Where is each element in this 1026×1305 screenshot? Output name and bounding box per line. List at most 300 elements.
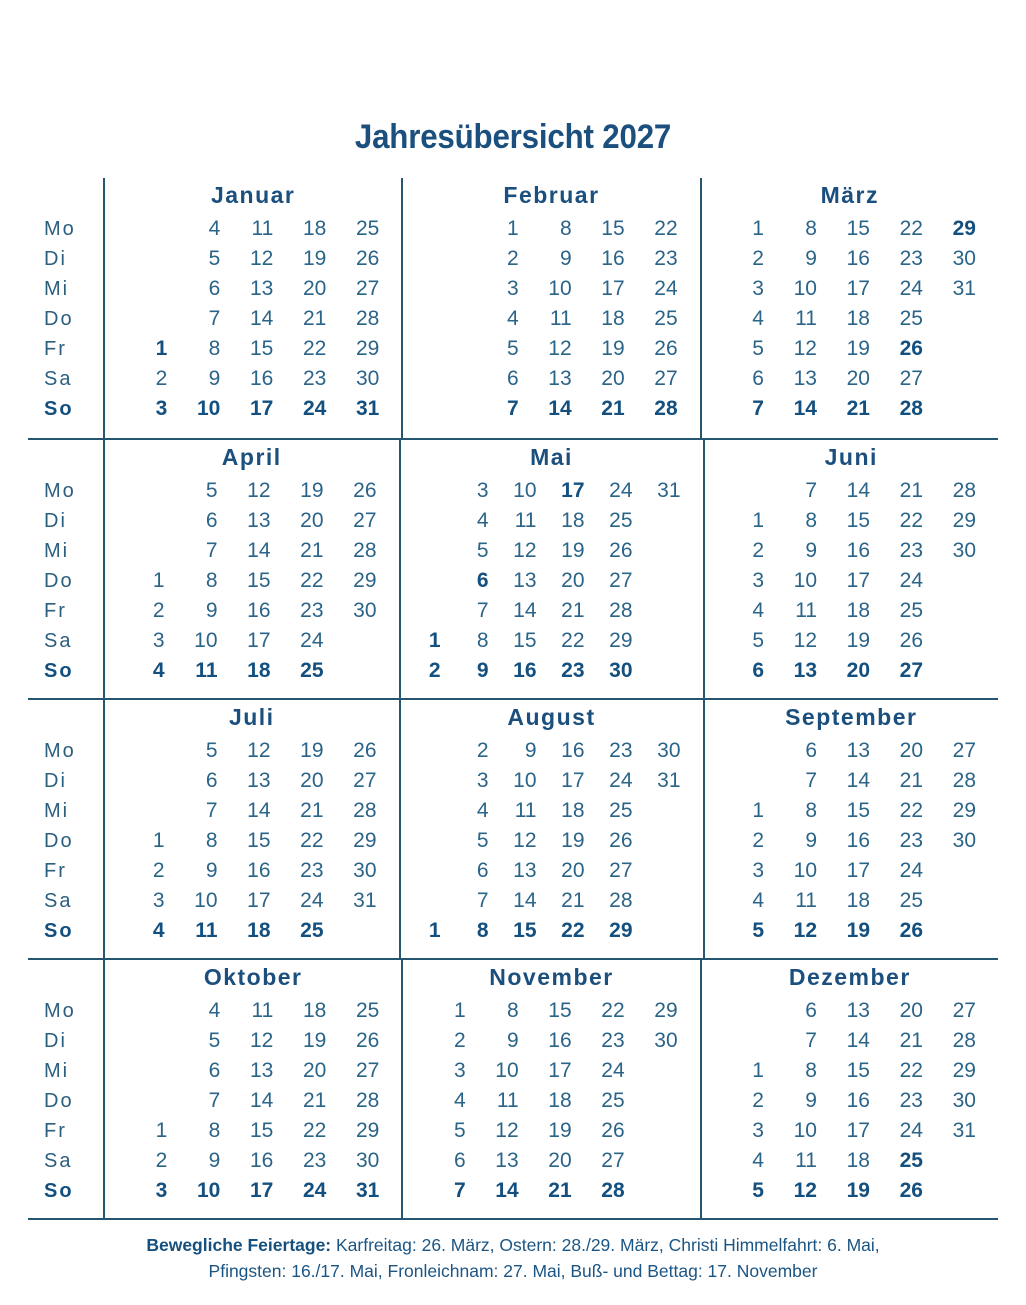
day-cell[interactable]: 22 [561, 629, 585, 652]
day-cell[interactable]: 12 [249, 1029, 274, 1052]
day-cell[interactable]: 16 [249, 367, 274, 390]
day-cell[interactable]: 24 [601, 1059, 625, 1082]
day-cell[interactable]: 21 [899, 479, 923, 502]
day-cell[interactable]: 26 [601, 1119, 625, 1142]
day-cell[interactable]: 4 [152, 659, 165, 682]
day-cell[interactable]: 21 [302, 1089, 327, 1112]
day-cell[interactable]: 21 [300, 539, 324, 562]
day-cell[interactable]: 16 [249, 1149, 274, 1172]
day-cell[interactable]: 8 [805, 217, 817, 240]
day-cell[interactable]: 24 [302, 1179, 327, 1202]
day-cell[interactable]: 10 [793, 1119, 817, 1142]
day-cell[interactable]: 20 [899, 999, 923, 1022]
day-cell[interactable]: 28 [952, 769, 976, 792]
day-cell[interactable]: 26 [355, 1029, 380, 1052]
day-cell[interactable]: 8 [559, 217, 572, 240]
day-cell[interactable]: 1 [453, 999, 466, 1022]
day-cell[interactable]: 25 [899, 889, 923, 912]
day-cell[interactable]: 4 [476, 799, 489, 822]
day-cell[interactable]: 23 [302, 367, 327, 390]
day-cell[interactable]: 23 [300, 859, 324, 882]
day-cell[interactable]: 12 [513, 539, 537, 562]
day-cell[interactable]: 7 [752, 397, 764, 420]
day-cell[interactable]: 6 [805, 999, 817, 1022]
day-cell[interactable]: 2 [752, 829, 764, 852]
day-cell[interactable]: 28 [353, 799, 377, 822]
day-cell[interactable]: 8 [805, 1059, 817, 1082]
day-cell[interactable]: 5 [476, 539, 489, 562]
day-cell[interactable]: 9 [205, 859, 218, 882]
day-cell[interactable]: 26 [899, 629, 923, 652]
day-cell[interactable]: 19 [846, 1179, 870, 1202]
day-cell[interactable]: 8 [476, 629, 489, 652]
day-cell[interactable]: 15 [513, 629, 537, 652]
day-cell[interactable]: 10 [196, 1179, 221, 1202]
day-cell[interactable]: 27 [353, 769, 377, 792]
day-cell[interactable]: 11 [514, 799, 537, 822]
day-cell[interactable]: 7 [476, 889, 489, 912]
day-cell[interactable]: 17 [548, 1059, 572, 1082]
day-cell[interactable]: 3 [752, 277, 764, 300]
day-cell[interactable]: 17 [846, 277, 870, 300]
day-cell[interactable]: 22 [899, 1059, 923, 1082]
day-cell[interactable]: 1 [152, 569, 165, 592]
day-cell[interactable]: 26 [609, 829, 633, 852]
day-cell[interactable]: 11 [251, 217, 274, 240]
day-cell[interactable]: 10 [793, 569, 817, 592]
day-cell[interactable]: 22 [302, 1119, 327, 1142]
day-cell[interactable]: 6 [752, 367, 764, 390]
day-cell[interactable]: 22 [899, 217, 923, 240]
day-cell[interactable]: 3 [155, 397, 168, 420]
day-cell[interactable]: 8 [476, 919, 489, 942]
day-cell[interactable]: 10 [513, 769, 537, 792]
day-cell[interactable]: 5 [506, 337, 519, 360]
day-cell[interactable]: 4 [506, 307, 519, 330]
day-cell[interactable]: 4 [752, 599, 764, 622]
day-cell[interactable]: 25 [300, 659, 324, 682]
day-cell[interactable]: 1 [155, 1119, 168, 1142]
day-cell[interactable]: 19 [302, 1029, 327, 1052]
day-cell[interactable]: 27 [609, 859, 633, 882]
day-cell[interactable]: 26 [899, 1179, 923, 1202]
day-cell[interactable]: 15 [548, 999, 572, 1022]
day-cell[interactable]: 7 [453, 1179, 466, 1202]
day-cell[interactable]: 16 [846, 1089, 870, 1112]
day-cell[interactable]: 23 [899, 247, 923, 270]
day-cell[interactable]: 10 [793, 859, 817, 882]
day-cell[interactable]: 2 [752, 1089, 764, 1112]
day-cell[interactable]: 23 [899, 539, 923, 562]
day-cell[interactable]: 11 [195, 919, 218, 942]
day-cell[interactable]: 5 [476, 829, 489, 852]
day-cell[interactable]: 31 [355, 397, 380, 420]
day-cell[interactable]: 3 [506, 277, 519, 300]
day-cell[interactable]: 21 [601, 397, 625, 420]
day-cell[interactable]: 19 [548, 1119, 572, 1142]
day-cell[interactable]: 10 [194, 629, 218, 652]
day-cell[interactable]: 23 [899, 1089, 923, 1112]
day-cell[interactable]: 14 [846, 769, 870, 792]
day-cell[interactable]: 12 [793, 919, 817, 942]
day-cell[interactable]: 21 [300, 799, 324, 822]
day-cell[interactable]: 5 [752, 629, 764, 652]
day-cell[interactable]: 26 [353, 739, 377, 762]
day-cell[interactable]: 10 [194, 889, 218, 912]
day-cell[interactable]: 29 [654, 999, 678, 1022]
day-cell[interactable]: 20 [300, 509, 324, 532]
day-cell[interactable]: 6 [476, 859, 489, 882]
day-cell[interactable]: 25 [899, 599, 923, 622]
day-cell[interactable]: 13 [793, 367, 817, 390]
day-cell[interactable]: 25 [609, 509, 633, 532]
day-cell[interactable]: 25 [355, 999, 380, 1022]
day-cell[interactable]: 18 [561, 799, 585, 822]
day-cell[interactable]: 14 [249, 1089, 274, 1112]
day-cell[interactable]: 11 [795, 889, 817, 912]
day-cell[interactable]: 16 [561, 739, 585, 762]
day-cell[interactable]: 9 [205, 599, 218, 622]
day-cell[interactable]: 13 [846, 999, 870, 1022]
day-cell[interactable]: 18 [302, 217, 327, 240]
day-cell[interactable]: 20 [561, 859, 585, 882]
day-cell[interactable]: 16 [846, 247, 870, 270]
day-cell[interactable]: 17 [247, 889, 271, 912]
day-cell[interactable]: 21 [548, 1179, 572, 1202]
day-cell[interactable]: 1 [428, 629, 441, 652]
day-cell[interactable]: 7 [208, 307, 221, 330]
day-cell[interactable]: 8 [805, 509, 817, 532]
day-cell[interactable]: 22 [300, 829, 324, 852]
day-cell[interactable]: 16 [846, 539, 870, 562]
day-cell[interactable]: 8 [506, 999, 519, 1022]
day-cell[interactable]: 12 [793, 1179, 817, 1202]
day-cell[interactable]: 15 [247, 829, 271, 852]
day-cell[interactable]: 29 [355, 1119, 380, 1142]
day-cell[interactable]: 20 [846, 659, 870, 682]
day-cell[interactable]: 30 [952, 539, 976, 562]
day-cell[interactable]: 18 [548, 1089, 572, 1112]
day-cell[interactable]: 3 [752, 569, 764, 592]
day-cell[interactable]: 4 [453, 1089, 466, 1112]
day-cell[interactable]: 4 [208, 999, 221, 1022]
day-cell[interactable]: 11 [549, 307, 572, 330]
day-cell[interactable]: 22 [601, 999, 625, 1022]
day-cell[interactable]: 30 [353, 599, 377, 622]
day-cell[interactable]: 5 [752, 1179, 764, 1202]
day-cell[interactable]: 21 [302, 307, 327, 330]
day-cell[interactable]: 25 [300, 919, 324, 942]
day-cell[interactable]: 24 [609, 479, 633, 502]
day-cell[interactable]: 20 [302, 1059, 327, 1082]
day-cell[interactable]: 16 [513, 659, 537, 682]
day-cell[interactable]: 1 [752, 1059, 764, 1082]
day-cell[interactable]: 30 [654, 1029, 678, 1052]
day-cell[interactable]: 18 [601, 307, 625, 330]
day-cell[interactable]: 28 [355, 307, 380, 330]
day-cell[interactable]: 25 [654, 307, 678, 330]
day-cell[interactable]: 14 [548, 397, 572, 420]
day-cell[interactable]: 27 [654, 367, 678, 390]
day-cell[interactable]: 18 [561, 509, 585, 532]
day-cell[interactable]: 26 [899, 919, 923, 942]
day-cell[interactable]: 30 [952, 1089, 976, 1112]
day-cell[interactable]: 14 [513, 599, 537, 622]
day-cell[interactable]: 4 [752, 1149, 764, 1172]
day-cell[interactable]: 28 [601, 1179, 625, 1202]
day-cell[interactable]: 11 [795, 307, 817, 330]
day-cell[interactable]: 23 [609, 739, 633, 762]
day-cell[interactable]: 25 [899, 307, 923, 330]
day-cell[interactable]: 8 [205, 569, 218, 592]
day-cell[interactable]: 9 [805, 829, 817, 852]
day-cell[interactable]: 4 [476, 509, 489, 532]
day-cell[interactable]: 31 [657, 479, 681, 502]
day-cell[interactable]: 18 [846, 599, 870, 622]
day-cell[interactable]: 23 [899, 829, 923, 852]
day-cell[interactable]: 2 [428, 659, 441, 682]
day-cell[interactable]: 23 [654, 247, 678, 270]
day-cell[interactable]: 20 [302, 277, 327, 300]
day-cell[interactable]: 3 [152, 629, 165, 652]
day-cell[interactable]: 4 [152, 919, 165, 942]
day-cell[interactable]: 13 [495, 1149, 519, 1172]
day-cell[interactable]: 30 [657, 739, 681, 762]
day-cell[interactable]: 31 [657, 769, 681, 792]
day-cell[interactable]: 30 [952, 829, 976, 852]
day-cell[interactable]: 2 [752, 539, 764, 562]
day-cell[interactable]: 31 [353, 889, 377, 912]
day-cell[interactable]: 25 [601, 1089, 625, 1112]
day-cell[interactable]: 7 [805, 1029, 817, 1052]
day-cell[interactable]: 29 [353, 829, 377, 852]
day-cell[interactable]: 31 [952, 1119, 976, 1142]
day-cell[interactable]: 3 [476, 479, 489, 502]
day-cell[interactable]: 20 [899, 739, 923, 762]
day-cell[interactable]: 20 [846, 367, 870, 390]
day-cell[interactable]: 25 [355, 217, 380, 240]
day-cell[interactable]: 17 [249, 1179, 274, 1202]
day-cell[interactable]: 4 [752, 889, 764, 912]
day-cell[interactable]: 16 [548, 1029, 572, 1052]
day-cell[interactable]: 22 [561, 919, 585, 942]
day-cell[interactable]: 8 [205, 829, 218, 852]
day-cell[interactable]: 3 [752, 1119, 764, 1142]
day-cell[interactable]: 27 [601, 1149, 625, 1172]
day-cell[interactable]: 12 [548, 337, 572, 360]
day-cell[interactable]: 1 [752, 217, 764, 240]
day-cell[interactable]: 23 [300, 599, 324, 622]
day-cell[interactable]: 17 [561, 769, 585, 792]
day-cell[interactable]: 2 [155, 1149, 168, 1172]
day-cell[interactable]: 17 [846, 569, 870, 592]
day-cell[interactable]: 14 [793, 397, 817, 420]
day-cell[interactable]: 15 [846, 509, 870, 532]
day-cell[interactable]: 23 [302, 1149, 327, 1172]
day-cell[interactable]: 13 [846, 739, 870, 762]
day-cell[interactable]: 27 [609, 569, 633, 592]
day-cell[interactable]: 21 [899, 769, 923, 792]
day-cell[interactable]: 13 [513, 859, 537, 882]
day-cell[interactable]: 18 [846, 307, 870, 330]
day-cell[interactable]: 6 [205, 769, 218, 792]
day-cell[interactable]: 29 [609, 919, 633, 942]
day-cell[interactable]: 27 [353, 509, 377, 532]
day-cell[interactable]: 11 [795, 1149, 817, 1172]
day-cell[interactable]: 28 [355, 1089, 380, 1112]
day-cell[interactable]: 18 [247, 919, 271, 942]
day-cell[interactable]: 9 [805, 1089, 817, 1112]
day-cell[interactable]: 15 [601, 217, 625, 240]
day-cell[interactable]: 18 [247, 659, 271, 682]
day-cell[interactable]: 26 [654, 337, 678, 360]
day-cell[interactable]: 2 [506, 247, 519, 270]
day-cell[interactable]: 2 [476, 739, 489, 762]
day-cell[interactable]: 17 [846, 859, 870, 882]
day-cell[interactable]: 29 [952, 217, 976, 240]
day-cell[interactable]: 14 [249, 307, 274, 330]
day-cell[interactable]: 4 [752, 307, 764, 330]
day-cell[interactable]: 27 [355, 1059, 380, 1082]
day-cell[interactable]: 1 [506, 217, 519, 240]
day-cell[interactable]: 24 [654, 277, 678, 300]
day-cell[interactable]: 5 [752, 919, 764, 942]
day-cell[interactable]: 30 [609, 659, 633, 682]
day-cell[interactable]: 26 [353, 479, 377, 502]
day-cell[interactable]: 7 [205, 799, 218, 822]
day-cell[interactable]: 14 [247, 799, 271, 822]
day-cell[interactable]: 24 [899, 277, 923, 300]
day-cell[interactable]: 1 [752, 509, 764, 532]
day-cell[interactable]: 16 [247, 599, 271, 622]
day-cell[interactable]: 1 [155, 337, 168, 360]
day-cell[interactable]: 25 [899, 1149, 923, 1172]
day-cell[interactable]: 13 [247, 769, 271, 792]
day-cell[interactable]: 21 [846, 397, 870, 420]
day-cell[interactable]: 7 [805, 479, 817, 502]
day-cell[interactable]: 1 [428, 919, 441, 942]
day-cell[interactable]: 31 [952, 277, 976, 300]
day-cell[interactable]: 11 [795, 599, 817, 622]
day-cell[interactable]: 7 [805, 769, 817, 792]
day-cell[interactable]: 18 [302, 999, 327, 1022]
day-cell[interactable]: 10 [495, 1059, 519, 1082]
day-cell[interactable]: 22 [654, 217, 678, 240]
day-cell[interactable]: 5 [208, 247, 221, 270]
day-cell[interactable]: 24 [899, 1119, 923, 1142]
day-cell[interactable]: 27 [952, 999, 976, 1022]
day-cell[interactable]: 6 [752, 659, 764, 682]
day-cell[interactable]: 3 [476, 769, 489, 792]
day-cell[interactable]: 19 [846, 629, 870, 652]
day-cell[interactable]: 3 [152, 889, 165, 912]
day-cell[interactable]: 16 [846, 829, 870, 852]
day-cell[interactable]: 12 [793, 337, 817, 360]
day-cell[interactable]: 21 [561, 889, 585, 912]
day-cell[interactable]: 28 [952, 479, 976, 502]
day-cell[interactable]: 12 [247, 479, 271, 502]
day-cell[interactable]: 13 [513, 569, 537, 592]
day-cell[interactable]: 30 [353, 859, 377, 882]
day-cell[interactable]: 9 [208, 1149, 221, 1172]
day-cell[interactable]: 28 [899, 397, 923, 420]
day-cell[interactable]: 13 [548, 367, 572, 390]
day-cell[interactable]: 8 [208, 1119, 221, 1142]
day-cell[interactable]: 2 [152, 859, 165, 882]
day-cell[interactable]: 17 [561, 479, 585, 502]
day-cell[interactable]: 24 [899, 569, 923, 592]
day-cell[interactable]: 2 [152, 599, 165, 622]
day-cell[interactable]: 28 [952, 1029, 976, 1052]
day-cell[interactable]: 27 [952, 739, 976, 762]
day-cell[interactable]: 14 [247, 539, 271, 562]
day-cell[interactable]: 30 [355, 367, 380, 390]
day-cell[interactable]: 19 [300, 479, 324, 502]
day-cell[interactable]: 22 [302, 337, 327, 360]
day-cell[interactable]: 8 [805, 799, 817, 822]
day-cell[interactable]: 23 [601, 1029, 625, 1052]
day-cell[interactable]: 15 [513, 919, 537, 942]
day-cell[interactable]: 17 [247, 629, 271, 652]
day-cell[interactable]: 15 [846, 217, 870, 240]
day-cell[interactable]: 28 [609, 889, 633, 912]
day-cell[interactable]: 27 [899, 659, 923, 682]
day-cell[interactable]: 30 [952, 247, 976, 270]
day-cell[interactable]: 12 [495, 1119, 519, 1142]
day-cell[interactable]: 13 [793, 659, 817, 682]
day-cell[interactable]: 5 [205, 739, 218, 762]
day-cell[interactable]: 2 [453, 1029, 466, 1052]
day-cell[interactable]: 6 [453, 1149, 466, 1172]
day-cell[interactable]: 13 [247, 509, 271, 532]
day-cell[interactable]: 13 [249, 1059, 274, 1082]
day-cell[interactable]: 29 [952, 1059, 976, 1082]
day-cell[interactable]: 3 [155, 1179, 168, 1202]
day-cell[interactable]: 13 [249, 277, 274, 300]
day-cell[interactable]: 28 [609, 599, 633, 622]
day-cell[interactable]: 17 [846, 1119, 870, 1142]
day-cell[interactable]: 29 [952, 799, 976, 822]
day-cell[interactable]: 25 [609, 799, 633, 822]
day-cell[interactable]: 12 [513, 829, 537, 852]
day-cell[interactable]: 12 [793, 629, 817, 652]
day-cell[interactable]: 16 [247, 859, 271, 882]
day-cell[interactable]: 6 [208, 1059, 221, 1082]
day-cell[interactable]: 14 [513, 889, 537, 912]
day-cell[interactable]: 10 [793, 277, 817, 300]
day-cell[interactable]: 18 [846, 1149, 870, 1172]
day-cell[interactable]: 9 [559, 247, 572, 270]
day-cell[interactable]: 10 [513, 479, 537, 502]
day-cell[interactable]: 11 [195, 659, 218, 682]
day-cell[interactable]: 15 [249, 337, 274, 360]
day-cell[interactable]: 1 [752, 799, 764, 822]
day-cell[interactable]: 3 [752, 859, 764, 882]
day-cell[interactable]: 29 [353, 569, 377, 592]
day-cell[interactable]: 5 [208, 1029, 221, 1052]
day-cell[interactable]: 24 [899, 859, 923, 882]
day-cell[interactable]: 20 [601, 367, 625, 390]
day-cell[interactable]: 9 [805, 247, 817, 270]
day-cell[interactable]: 12 [249, 247, 274, 270]
day-cell[interactable]: 1 [152, 829, 165, 852]
day-cell[interactable]: 19 [561, 829, 585, 852]
day-cell[interactable]: 16 [601, 247, 625, 270]
day-cell[interactable]: 24 [300, 629, 324, 652]
day-cell[interactable]: 27 [899, 367, 923, 390]
day-cell[interactable]: 6 [208, 277, 221, 300]
day-cell[interactable]: 8 [208, 337, 221, 360]
